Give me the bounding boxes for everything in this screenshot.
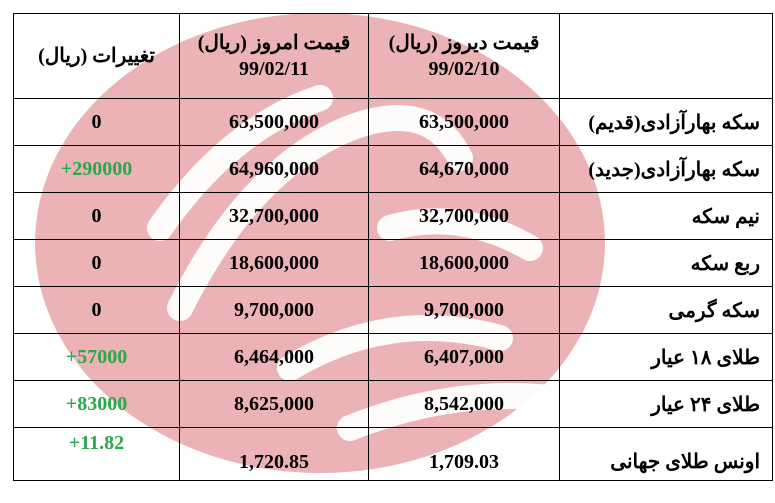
change-cell [14,428,180,481]
item-name: ربع سکه [690,252,760,275]
today-value: 63,500,000 [229,110,319,133]
change-value: +290000 [60,157,133,180]
item-name: اونس طلای جهانی [610,451,760,473]
item-name: سکه بهارآزادی(قدیم) [588,111,760,134]
change-value: 0 [91,298,102,321]
item-name: سکه بهارآزادی(جدید) [588,158,760,181]
yesterday-value: 1,709.03 [429,451,499,473]
change-cell [14,240,180,287]
item-name: طلای ۲۴ عیار [651,393,760,416]
yesterday-cell [369,99,560,146]
change-value: +11.82 [68,432,125,454]
yesterday-value: 64,670,000 [419,157,509,180]
header-item [560,14,773,99]
header-yesterday-label: قیمت دیروز (ریال) [388,32,540,54]
table-row [14,334,773,381]
header-yesterday-date: 99/02/10 [428,58,500,80]
yesterday-value: 9,700,000 [424,298,504,321]
today-cell [180,428,369,481]
change-value: 0 [91,110,102,133]
today-cell [180,240,369,287]
item-cell [560,287,773,334]
today-value: 18,600,000 [229,251,319,274]
table-row [14,99,773,146]
item-cell [560,381,773,428]
header-yesterday [369,14,560,99]
yesterday-value: 8,542,000 [424,392,504,415]
yesterday-value: 32,700,000 [419,204,509,227]
table-row [14,381,773,428]
change-value: 0 [91,251,102,274]
item-cell [560,428,773,481]
change-cell [14,99,180,146]
item-cell [560,334,773,381]
change-cell [14,193,180,240]
yesterday-cell [369,146,560,193]
header-change [14,14,180,99]
header-today-date: 99/02/11 [238,58,309,80]
header-today [180,14,369,99]
today-cell [180,287,369,334]
today-cell [180,193,369,240]
item-cell [560,99,773,146]
today-value: 6,464,000 [234,345,314,368]
today-value: 8,625,000 [234,392,314,415]
item-name: طلای ۱۸ عیار [651,346,760,369]
header-today-label: قیمت امروز (ریال) [197,32,351,54]
table-row [14,240,773,287]
table-row [14,428,773,481]
table-header-row [14,14,773,99]
today-cell [180,146,369,193]
yesterday-cell [369,428,560,481]
table-row [14,287,773,334]
table-row [14,193,773,240]
yesterday-cell [369,287,560,334]
today-value: 64,960,000 [229,157,319,180]
item-cell [560,146,773,193]
change-value: 0 [91,204,102,227]
change-cell [14,146,180,193]
header-change-label: تغییرات (ریال) [38,45,155,67]
yesterday-value: 63,500,000 [419,110,509,133]
item-cell [560,240,773,287]
item-name: سکه گرمی [668,299,760,322]
change-value: +57000 [65,345,128,368]
yesterday-value: 18,600,000 [419,251,509,274]
yesterday-value: 6,407,000 [424,345,504,368]
yesterday-cell [369,334,560,381]
change-cell [14,381,180,428]
table-row [14,146,773,193]
change-cell [14,334,180,381]
item-cell [560,193,773,240]
item-name: نیم سکه [691,205,760,228]
change-value: +83000 [65,392,128,415]
today-value: 1,720.85 [239,451,309,473]
gold-coin-price-table [13,13,773,481]
today-value: 32,700,000 [229,204,319,227]
today-cell [180,381,369,428]
today-cell [180,99,369,146]
today-value: 9,700,000 [234,298,314,321]
yesterday-cell [369,240,560,287]
today-cell [180,334,369,381]
yesterday-cell [369,193,560,240]
change-cell [14,287,180,334]
yesterday-cell [369,381,560,428]
